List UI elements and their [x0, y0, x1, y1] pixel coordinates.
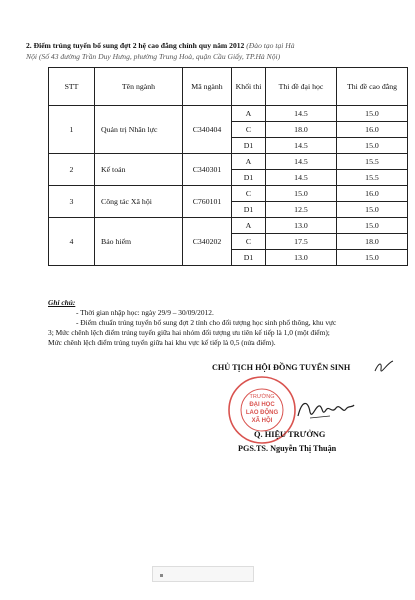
university-score-cell: 15.0: [266, 186, 337, 202]
note-line: Mức chênh lệch điểm trúng tuyển giữa hai khu vực kế tiếp là 0,5 (nửa điểm).: [48, 338, 276, 347]
college-score-cell: 15.0: [337, 202, 408, 218]
stamp-line-3: XÃ HỘI: [251, 418, 273, 424]
block-cell: A: [232, 218, 266, 234]
block-cell: D1: [232, 170, 266, 186]
college-score-cell: 18.0: [337, 234, 408, 250]
admission-scores-table: [48, 67, 408, 266]
stt-cell: 1: [49, 106, 95, 154]
signature-title: CHỦ TỊCH HỘI ĐỒNG TUYỂN SINH: [212, 363, 351, 372]
college-score-cell: 15.5: [337, 170, 408, 186]
major-name-cell: Quản trị Nhân lực: [95, 106, 183, 154]
table-row: [49, 154, 408, 170]
college-score-cell: 16.0: [337, 186, 408, 202]
block-cell: A: [232, 154, 266, 170]
footer-dot: [160, 574, 163, 577]
note-line: - Thời gian nhập học: ngày 29/9 – 30/09/2012.: [76, 308, 214, 317]
university-score-cell: 12.5: [266, 202, 337, 218]
college-score-cell: 15.0: [337, 250, 408, 266]
col-header-code: Mã ngành: [183, 68, 232, 106]
major-name-cell: Bảo hiểm: [95, 218, 183, 266]
major-code-cell: C340202: [183, 218, 232, 266]
heading-bold: 2. Điểm trúng tuyển bổ sung đợt 2 hệ cao đẳng chính quy năm 2012: [26, 41, 245, 50]
block-cell: C: [232, 234, 266, 250]
stamp-line-2: LAO ĐỘNG: [245, 410, 279, 416]
col-header-university-exam: Thi đề đại học: [266, 68, 337, 106]
stamp-top-text: TRƯỜNG: [249, 394, 275, 400]
university-score-cell: 18.0: [266, 122, 337, 138]
table-header-row: [49, 68, 408, 106]
major-code-cell: C340404: [183, 106, 232, 154]
col-header-block: Khối thi: [232, 68, 266, 106]
university-score-cell: 13.0: [266, 250, 337, 266]
major-name-cell: Kế toán: [95, 154, 183, 186]
notes-section: [48, 298, 388, 348]
block-cell: A: [232, 106, 266, 122]
college-score-cell: 15.0: [337, 218, 408, 234]
university-score-cell: 14.5: [266, 138, 337, 154]
college-score-cell: 15.5: [337, 154, 408, 170]
col-header-college-exam: Thi đề cao đẳng: [337, 68, 408, 106]
heading-italic-2: Nội (Số 43 đường Trần Duy Hưng, phường Trung Hoà, quận Cầu Giấy, TP.Hà Nội): [26, 51, 281, 61]
stamp-line-1: ĐẠI HỌC: [249, 402, 275, 408]
note-line: 3; Mức chênh lệch điểm trúng tuyển giữa hai nhóm đối tượng ưu tiên kế tiếp là 1,0 (một điểm);: [48, 328, 330, 337]
table-row: [49, 186, 408, 202]
signature-flourish-icon: [373, 360, 395, 374]
page-footer-bar: [152, 566, 254, 582]
note-line: - Điểm chuẩn trúng tuyển bổ sung đợt 2 tính cho đối tượng học sinh phổ thông, khu vực: [76, 318, 337, 327]
block-cell: C: [232, 186, 266, 202]
table-row: [49, 218, 408, 234]
block-cell: D1: [232, 138, 266, 154]
col-header-major: Tên ngành: [95, 68, 183, 106]
university-score-cell: 17.5: [266, 234, 337, 250]
section-heading: [26, 41, 398, 62]
stt-cell: 4: [49, 218, 95, 266]
stt-cell: 2: [49, 154, 95, 186]
block-cell: C: [232, 122, 266, 138]
college-score-cell: 15.0: [337, 106, 408, 122]
college-score-cell: 16.0: [337, 122, 408, 138]
notes-title: Ghi chú:: [48, 298, 76, 307]
university-score-cell: 13.0: [266, 218, 337, 234]
university-score-cell: 14.5: [266, 170, 337, 186]
heading-italic-1: (Đào tạo tại Hà: [246, 41, 295, 50]
handwritten-signature-icon: [296, 396, 356, 424]
university-score-cell: 14.5: [266, 154, 337, 170]
stt-cell: 3: [49, 186, 95, 218]
major-code-cell: C340301: [183, 154, 232, 186]
university-score-cell: 14.5: [266, 106, 337, 122]
block-cell: D1: [232, 250, 266, 266]
major-name-cell: Công tác Xã hội: [95, 186, 183, 218]
block-cell: D1: [232, 202, 266, 218]
table-row: [49, 106, 408, 122]
major-code-cell: C760101: [183, 186, 232, 218]
col-header-stt: STT: [49, 68, 95, 106]
signer-name: PGS.TS. Nguyễn Thị Thuận: [238, 444, 337, 453]
signer-role: Q. HIỆU TRƯỞNG: [254, 430, 326, 439]
college-score-cell: 15.0: [337, 138, 408, 154]
